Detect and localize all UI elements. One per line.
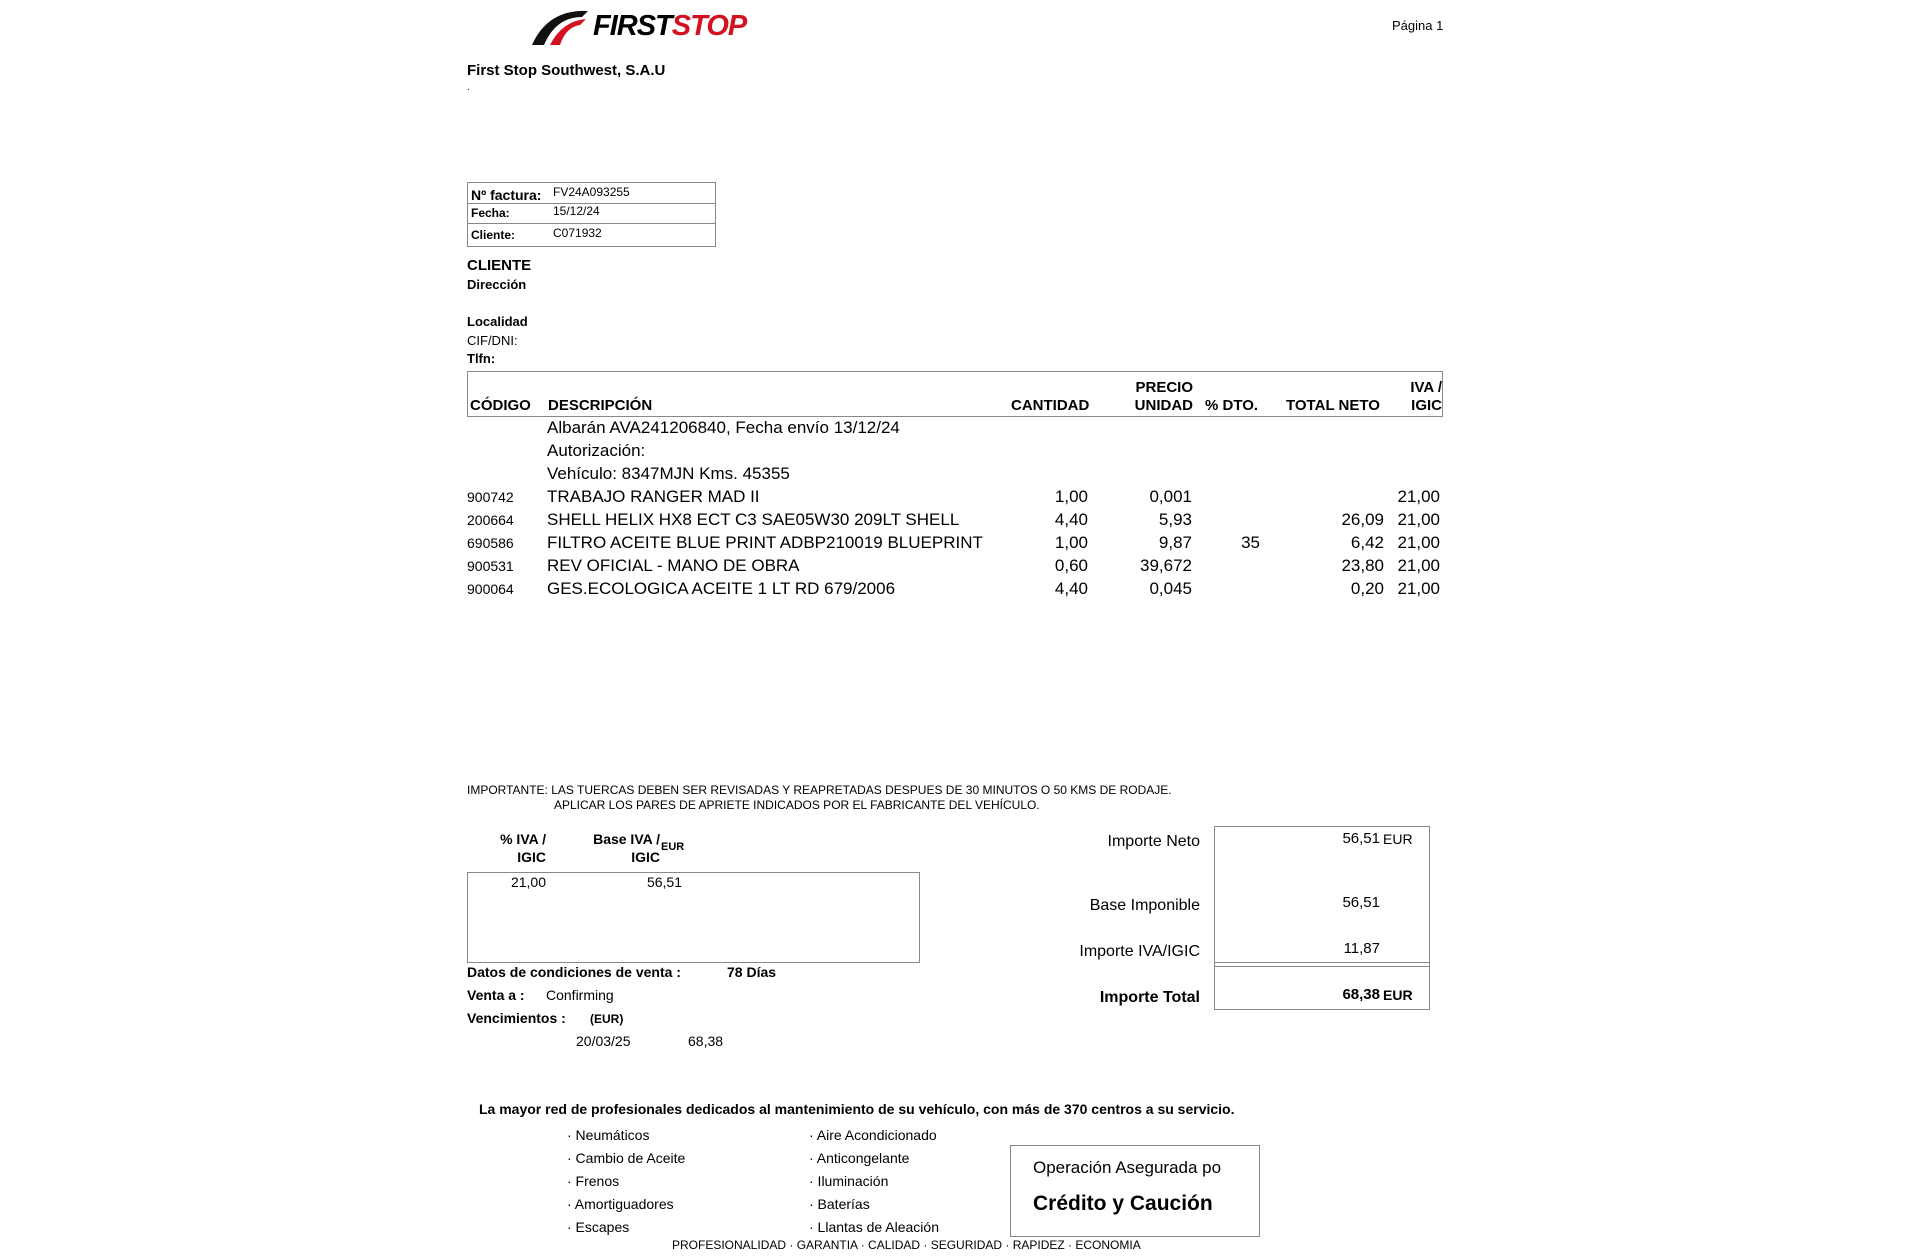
item-description: FILTRO ACEITE BLUE PRINT ADBP210019 BLUEPRINT [547, 533, 983, 552]
footer-values: PROFESIONALIDAD · GARANTIA · CALIDAD · SEGURIDAD · RAPIDEZ · ECONOMIA [672, 1238, 1141, 1252]
due-dates-unit: (EUR) [590, 1012, 624, 1026]
customer-title: CLIENTE [467, 257, 532, 274]
company-dot: . [467, 82, 470, 93]
item-tax: 21,00 [1397, 556, 1440, 575]
col-description: DESCRIPCIÓN [548, 397, 653, 414]
item-quantity: 1,00 [1054, 533, 1088, 552]
important-notice-line2: APLICAR LOS PARES DE APRIETE INDICADOS POR EL FABRICANTE DEL VEHÍCULO. [554, 798, 1040, 812]
invoice-number: FV24A093255 [553, 185, 630, 199]
invoice-date: 15/12/24 [553, 204, 600, 218]
tax-pct-header-line2: IGIC [517, 849, 546, 865]
service-item: · Escapes [567, 1219, 630, 1235]
customer-address-label: Dirección [467, 277, 527, 292]
note-vehicle: Vehículo: 8347MJN Kms. 45355 [547, 464, 790, 483]
item-tax: 21,00 [1397, 510, 1440, 529]
due-dates-label: Vencimientos : [467, 1010, 566, 1026]
due-date: 20/03/25 [576, 1033, 631, 1049]
net-amount-label: Importe Neto [1107, 833, 1200, 850]
item-net: 6,42 [1350, 533, 1384, 552]
footer-tagline: La mayor red de profesionales dedicados al mantenimiento de su vehículo, con más de 370 centros a su servicio. [479, 1101, 1235, 1117]
item-code: 200664 [467, 512, 514, 528]
item-code: 900064 [467, 581, 514, 597]
item-discount: 35 [1241, 533, 1260, 552]
note-delivery: Albarán AVA241206840, Fecha envío 13/12/24 [547, 418, 900, 437]
tax-amount: 11,87 [1343, 940, 1380, 957]
tax-amount-label: Importe IVA/IGIC [1079, 943, 1200, 960]
invoice-date-label: Fecha: [471, 206, 510, 220]
item-price: 5,93 [1158, 510, 1192, 529]
item-quantity: 4,40 [1054, 579, 1088, 598]
taxable-base: 56,51 [1342, 894, 1380, 911]
net-amount: 56,51 [1342, 830, 1380, 847]
item-net: 23,80 [1341, 556, 1384, 575]
item-code: 690586 [467, 535, 514, 551]
total-amount: 68,38 [1342, 986, 1380, 1003]
insured-text: Operación Asegurada po [1033, 1158, 1222, 1177]
invoice-info-box [467, 182, 716, 247]
item-price: 0,045 [1149, 579, 1192, 598]
taxable-base-label: Base Imponible [1089, 897, 1200, 914]
credit-insurance-box [1010, 1145, 1260, 1237]
invoice-number-label: Nº factura: [471, 187, 542, 203]
tax-base-header-line2: IGIC [631, 849, 660, 865]
service-item: · Aire Acondicionado [809, 1127, 937, 1143]
item-price: 39,672 [1140, 556, 1192, 575]
item-code: 900742 [467, 489, 514, 505]
sale-to-value: Confirming [546, 987, 614, 1003]
item-tax: 21,00 [1397, 487, 1440, 506]
sale-conditions-label: Datos de condiciones de venta : [467, 964, 681, 980]
col-tax-line1: IVA / [1410, 379, 1442, 396]
totals-box [1214, 826, 1430, 1010]
col-tax-line2: IGIC [1411, 397, 1442, 414]
item-code: 900531 [467, 558, 514, 574]
tax-pct-header-line1: % IVA / [500, 831, 546, 847]
customer-city-label: Localidad [467, 314, 528, 329]
tax-base-header-line1: Base IVA / [593, 831, 660, 847]
services-left-list [567, 1124, 685, 1239]
service-item: · Baterías [809, 1196, 870, 1212]
services-right-list [809, 1124, 939, 1239]
item-description: SHELL HELIX HX8 ECT C3 SAE05W30 209LT SHELL [547, 510, 960, 529]
item-description: TRABAJO RANGER MAD II [547, 487, 760, 506]
due-amount: 68,38 [688, 1033, 724, 1049]
service-item: · Iluminación [809, 1173, 889, 1189]
col-net-total: TOTAL NETO [1286, 397, 1380, 414]
item-price: 9,87 [1158, 533, 1192, 552]
customer-cif-label: CIF/DNI: [467, 333, 518, 348]
service-item: · Anticongelante [809, 1150, 910, 1166]
sale-to-label: Venta a : [467, 987, 525, 1003]
net-amount-unit: EUR [1383, 831, 1413, 847]
item-description: GES.ECOLOGICA ACEITE 1 LT RD 679/2006 [547, 579, 896, 598]
item-quantity: 4,40 [1054, 510, 1088, 529]
item-quantity: 0,60 [1054, 556, 1088, 575]
item-price: 0,001 [1149, 487, 1192, 506]
company-name: First Stop Southwest, S.A.U [467, 62, 666, 79]
col-quantity: CANTIDAD [1011, 397, 1090, 414]
insurer-name: Crédito y Caución [1033, 1192, 1213, 1215]
page-number: Página 1 [1392, 18, 1444, 33]
col-price-line2: UNIDAD [1134, 397, 1193, 414]
service-item: · Llantas de Aleación [809, 1219, 939, 1235]
invoice-client-label: Cliente: [471, 228, 516, 242]
item-net: 0,20 [1350, 579, 1384, 598]
logo-stop: STOP [671, 10, 747, 42]
col-discount: % DTO. [1205, 397, 1259, 414]
col-price-line1: PRECIO [1135, 379, 1193, 396]
logo-first: FIRST [593, 10, 672, 42]
note-authorization: Autorización: [547, 441, 646, 460]
customer-phone-label: Tlfn: [467, 351, 496, 366]
totals-separator [1214, 966, 1429, 967]
service-item: · Frenos [567, 1173, 620, 1189]
tax-base-unit: EUR [661, 841, 685, 853]
item-description: REV OFICIAL - MANO DE OBRA [547, 556, 800, 575]
service-item: · Cambio de Aceite [567, 1150, 686, 1166]
item-quantity: 1,00 [1054, 487, 1088, 506]
col-code: CÓDIGO [470, 397, 531, 414]
items-table-header [467, 371, 1443, 417]
tax-pct-value: 21,00 [510, 874, 546, 890]
total-amount-label: Importe Total [1099, 989, 1200, 1006]
service-item: · Neumáticos [567, 1127, 650, 1143]
tax-base-value: 56,51 [646, 874, 682, 890]
item-tax: 21,00 [1397, 533, 1440, 552]
item-tax: 21,00 [1397, 579, 1440, 598]
logo-swoosh-icon [530, 5, 590, 50]
totals-separator [1214, 962, 1429, 963]
important-notice-line1: IMPORTANTE: LAS TUERCAS DEBEN SER REVISADAS Y REAPRETADAS DESPUES DE 30 MINUTOS O 50 KMS DE RODAJE. [467, 783, 1172, 797]
item-net: 26,09 [1341, 510, 1384, 529]
sale-conditions-value: 78 Días [727, 964, 777, 980]
logo-text [593, 10, 746, 43]
service-item: · Amortiguadores [567, 1196, 674, 1212]
total-amount-unit: EUR [1383, 987, 1413, 1003]
invoice-client: C071932 [553, 226, 602, 240]
firststop-logo [530, 5, 780, 50]
